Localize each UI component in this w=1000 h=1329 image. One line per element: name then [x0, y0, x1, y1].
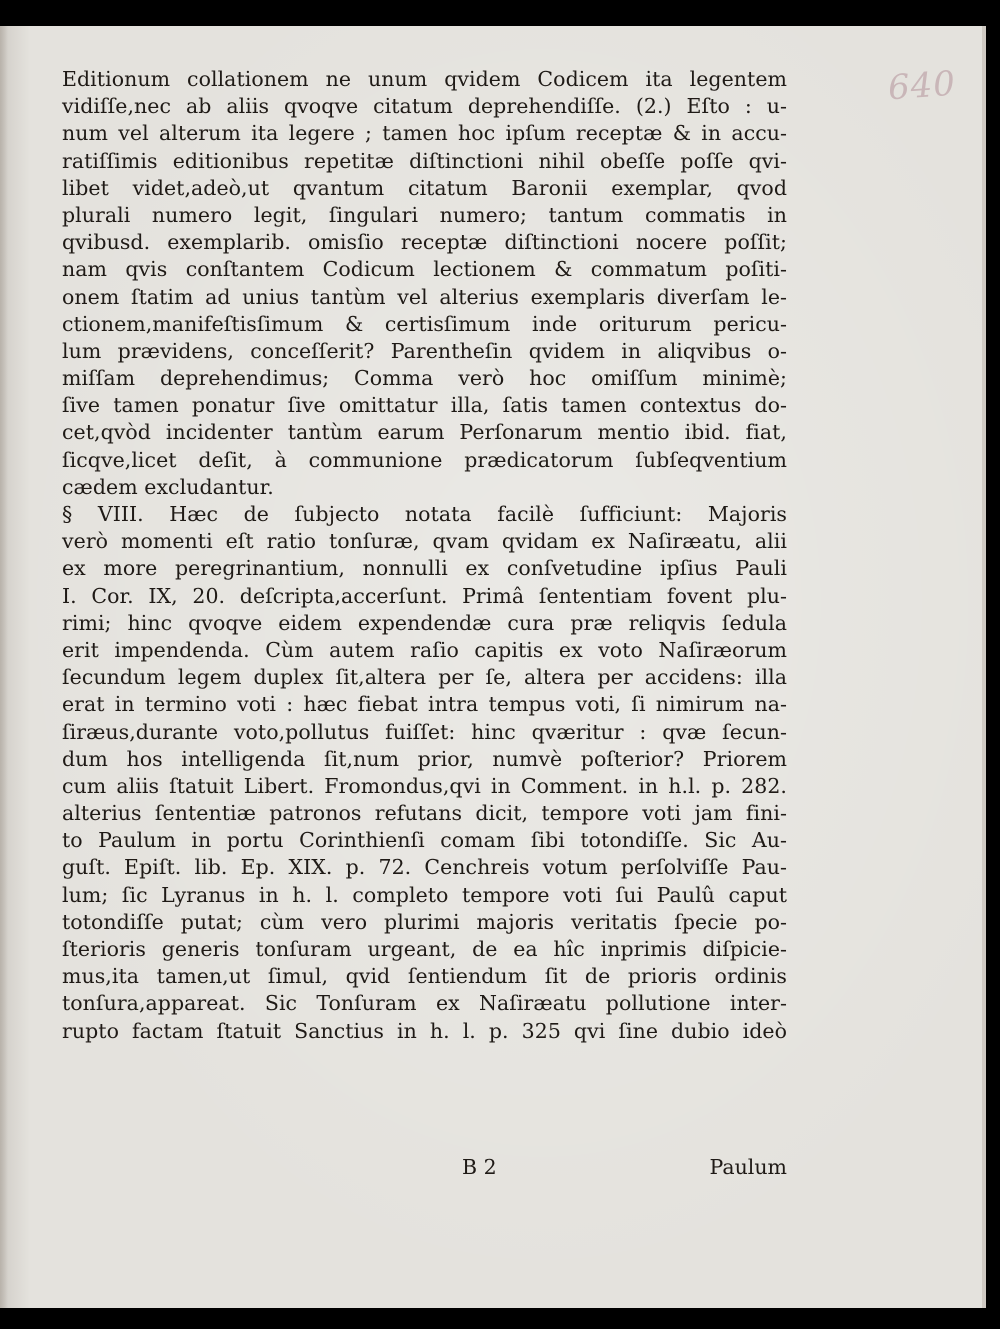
text-line: totondiſſe putat; cùm vero plurimi majoris veritatis ſpecie po-: [62, 909, 787, 934]
text-line: lum prævidens, conceſſerit? Parentheſin qvidem in aliqvibus o-: [62, 338, 787, 363]
text-line: § VIII. Hæc de ſubjecto notata facilè ſufficiunt: Majoris: [62, 502, 787, 526]
text-line: lum; ſic Lyranus in h. l. completo tempore voti ſui Paulû caput: [62, 882, 787, 907]
text-line: cædem excludantur.: [62, 474, 274, 499]
signature-mark: B 2: [462, 1155, 497, 1179]
text-line: ratiſſimis editionibus repetitæ diſtinctioni nihil obeſſe poſſe qvi-: [62, 148, 787, 173]
text-line: vidiſſe,nec ab aliis qvoqve citatum deprehendiſſe. (2.) Eſto : u-: [62, 94, 787, 119]
page-gutter-shadow: [0, 26, 8, 1308]
text-line: mus,ita tamen,ut ſimul, qvid ſentiendum ſit de prioris ordinis: [62, 964, 787, 989]
text-line: erit impendenda. Cùm autem raſio capitis ex voto Naſiræorum: [62, 637, 787, 662]
text-line: alterius ſententiæ patronos refutans dicit, tempore voti jam fini-: [62, 801, 787, 826]
text-line: tonſura,appareat. Sic Tonſuram ex Naſiræatu pollutione inter-: [62, 991, 787, 1016]
body-text: [62, 66, 787, 1045]
catchword: Paulum: [709, 1155, 787, 1179]
text-line: I. Cor. IX, 20. deſcripta,accerſunt. Primâ ſententiam fovent plu-: [62, 583, 787, 608]
text-line: erat in termino voti : hæc fiebat intra tempus voti, ſi nimirum na-: [62, 692, 787, 717]
text-line: plurali numero legit, ſingulari numero; tantum commatis in: [62, 202, 787, 227]
text-line: ex more peregrinantium, nonnulli ex conſvetudine ipſius Pauli: [62, 556, 787, 581]
handwritten-page-number: 640: [886, 63, 958, 109]
page-edge: [982, 26, 986, 1308]
text-line: num vel alterum ita legere ; tamen hoc ipſum receptæ & in accu-: [62, 121, 787, 146]
text-line: ſive tamen ponatur ſive omittatur illa, ſatis tamen contextus do-: [62, 393, 787, 418]
page-footer: [62, 1152, 787, 1182]
text-line: rimi; hinc qvoqve eidem expendendæ cura præ reliqvis ſedula: [62, 610, 787, 635]
text-line: nam qvis conſtantem Codicum lectionem & commatum poſiti-: [62, 257, 787, 282]
text-line: ſecundum legem duplex ſit,altera per ſe, altera per accidens: illa: [62, 665, 787, 690]
text-line: miſſam deprehendimus; Comma verò hoc omiſſum minimè;: [62, 366, 787, 391]
text-line: cet,qvòd incidenter tantùm earum Perſonarum mentio ibid. fiat,: [62, 420, 787, 445]
text-line: qvibusd. exemplarib. omisſio receptæ diſtinctioni nocere poſſit;: [62, 230, 787, 255]
text-line: onem ſtatim ad unius tantùm vel alterius exemplaris diverſam le-: [62, 284, 787, 309]
text-line: ctionem,manifeſtisſimum & certisſimum inde oriturum pericu-: [62, 311, 787, 336]
text-line: dum hos intelligenda ſit,num prior, numvè poſterior? Priorem: [62, 746, 787, 771]
text-line: ſiræus,durante voto,pollutus fuiſſet: hinc qværitur : qvæ ſecun-: [62, 719, 787, 744]
text-line: ſicqve,licet deſit, à communione prædicatorum ſubſeqventium: [62, 447, 787, 472]
text-line: rupto factam ſtatuit Sanctius in h. l. p. 325 qvi ſine dubio ideò: [62, 1018, 787, 1043]
text-line: guſt. Epiſt. lib. Ep. XIX. p. 72. Cenchreis votum perſolviſſe Pau-: [62, 855, 787, 880]
text-line: to Paulum in portu Corinthienſi comam ſibi totondiſſe. Sic Au-: [62, 828, 787, 853]
text-line: verò momenti eſt ratio tonſuræ, qvam qvidam ex Naſiræatu, alii: [62, 529, 787, 554]
text-line: cum aliis ſtatuit Libert. Fromondus,qvi in Comment. in h.l. p. 282.: [62, 773, 787, 798]
book-page: [0, 26, 986, 1308]
text-line: Editionum collationem ne unum qvidem Codicem ita legentem: [62, 67, 787, 91]
text-line: ſterioris generis tonſuram urgeant, de ea hîc inprimis diſpicie-: [62, 937, 787, 961]
text-line: libet videt,adeò,ut qvantum citatum Baronii exemplar, qvod: [62, 175, 787, 200]
